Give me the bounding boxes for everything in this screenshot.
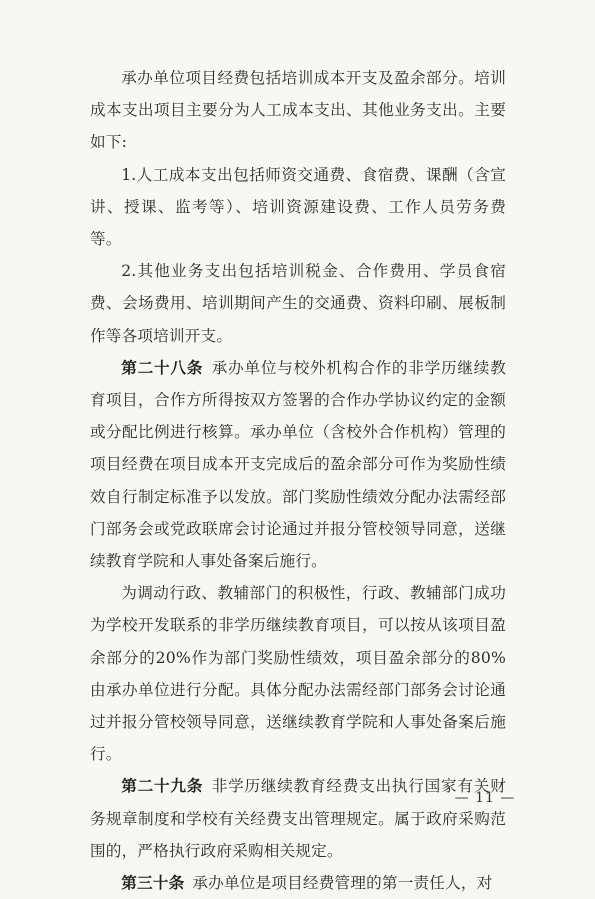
paragraph-text: 承办单位与校外机构合作的非学历继续教育项目，合作方所得按双方签署的合作办学协议约定的金额或分配比例进行核算。承办单位（含校外合作机构）管理的项目经费在项目成本开支完成后的盈余部分可作为奖励性绩效自行制定标准予以发放。部门奖励性绩效分配办法需经部门部务会或党政联席会讨论通过并报分管校领导同意，送继续教育学院和人事处备案后施行。 <box>90 358 506 571</box>
paragraph-text: 非学历继续教育经费支出执行国家有关财务规章制度和学校有关经费支出管理规定。属于政府采购范围的，严格执行政府采购相关规定。 <box>90 777 506 860</box>
article-heading: 第二十九条 <box>121 776 204 796</box>
document-body <box>90 62 506 899</box>
paragraph-2 <box>90 159 506 256</box>
paragraph-text: 1.人工成本支出包括师资交通费、食宿费、课酬（含宣讲、授课、监考等）、培训资源建设费、工作人员劳务费等。 <box>90 165 506 249</box>
article-heading: 第二十八条 <box>121 357 204 377</box>
page-number: — 11 — <box>454 790 516 806</box>
article-28 <box>90 352 506 577</box>
article-30 <box>90 867 506 899</box>
paragraph-text: 承办单位项目经费包括培训成本开支及盈余部分。培训成本支出项目主要分为人工成本支出、其他业务支出。主要如下: <box>90 69 506 152</box>
paragraph-text: 承办单位是项目经费管理的第一责任人，对 <box>192 874 493 893</box>
paragraph-3 <box>90 255 506 352</box>
paragraph-text: 2.其他业务支出包括培训税金、合作费用、学员食宿费、会场费用、培训期间产生的交通费、资料印刷、展板制作等各项培训开支。 <box>90 262 506 345</box>
paragraph-1 <box>90 62 506 159</box>
paragraph-5 <box>90 577 506 770</box>
paragraph-text: 为调动行政、教辅部门的积极性，行政、教辅部门成功为学校开发联系的非学历继续教育项目，可以按从该项目盈余部分的20%作为部门奖励性绩效，项目盈余部分的80%由承办单位进行分配。具体分配办法需经部门部务会讨论通过并报分管校领导同意，送继续教育学院和人事处备案后施行。 <box>90 584 506 764</box>
article-29 <box>90 770 506 867</box>
article-heading: 第三十条 <box>121 873 185 893</box>
